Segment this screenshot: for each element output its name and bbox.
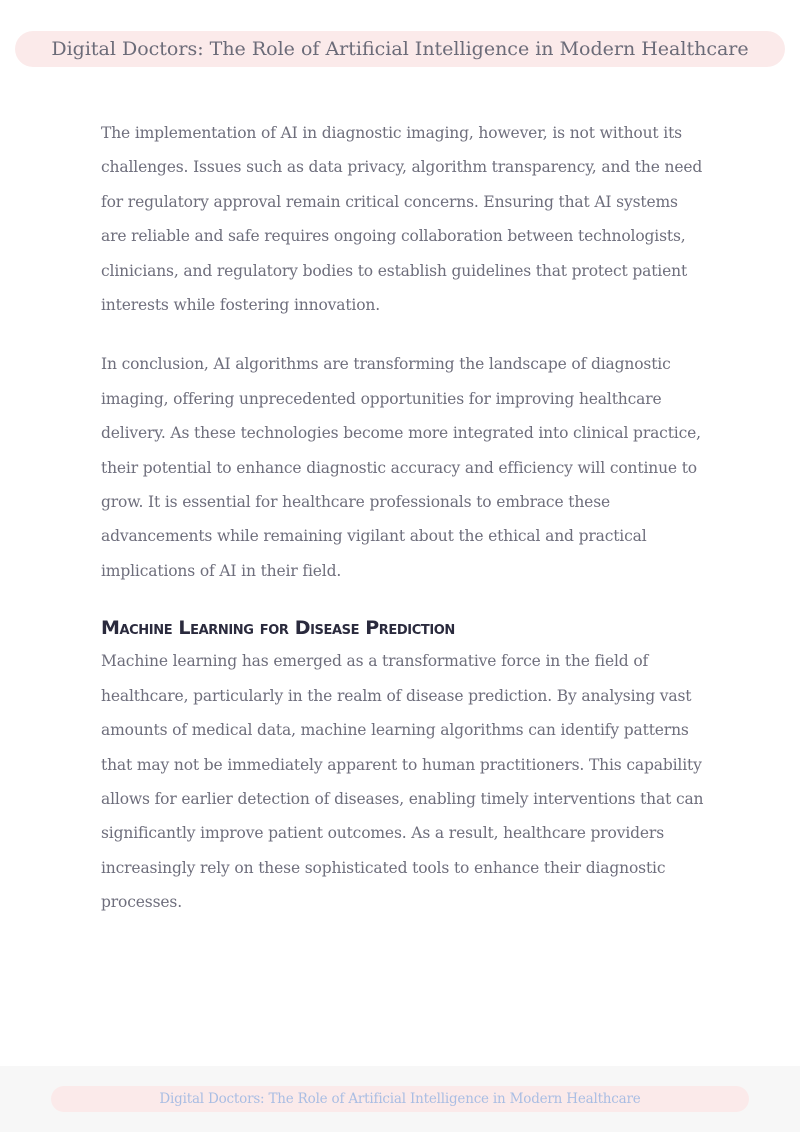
paragraph-ai-imaging-challenges: The implementation of AI in diagnostic imaging, however, is not without its challenges. Issues such as data privacy, algorithm transparency, and the need for regulatory approval remain critical concerns. Ensuring that AI systems are reliable and safe requires ongoing collaboration between technologists, clinicians, and regulatory bodies to establish guidelines that protect patient interests while fostering innovation. xyxy=(101,124,703,315)
paragraph-conclusion: In conclusion, AI algorithms are transforming the landscape of diagnostic imaging, offering unprecedented opportunities for improving healthcare delivery. As these technologies become more integrated into clinical practice, their potential to enhance diagnostic accuracy and efficiency will continue to grow. It is essential for healthcare professionals to embrace these advancements while remaining vigilant about the ethical and practical implications of AI in their field. xyxy=(101,355,701,580)
header-title: Digital Doctors: The Role of Artificial Intelligence in Modern Healthcare xyxy=(51,38,749,60)
page-header xyxy=(15,31,785,67)
footer-title: Digital Doctors: The Role of Artificial Intelligence in Modern Healthcare xyxy=(159,1091,641,1107)
section-heading: Machine Learning for Disease Prediction xyxy=(101,617,455,640)
paragraph-machine-learning: Machine learning has emerged as a transformative force in the field of healthcare, particularly in the realm of disease prediction. By analysing vast amounts of medical data, machine learning algorithms can identify patterns that may not be immediately apparent to human practitioners. This capability allows for earlier detection of diseases, enabling timely interventions that can significantly improve patient outcomes. As a result, healthcare providers increasingly rely on these sophisticated tools to enhance their diagnostic processes. xyxy=(101,652,704,912)
footer-band xyxy=(51,1086,749,1112)
page-footer xyxy=(0,1066,800,1132)
document-body xyxy=(101,116,706,920)
